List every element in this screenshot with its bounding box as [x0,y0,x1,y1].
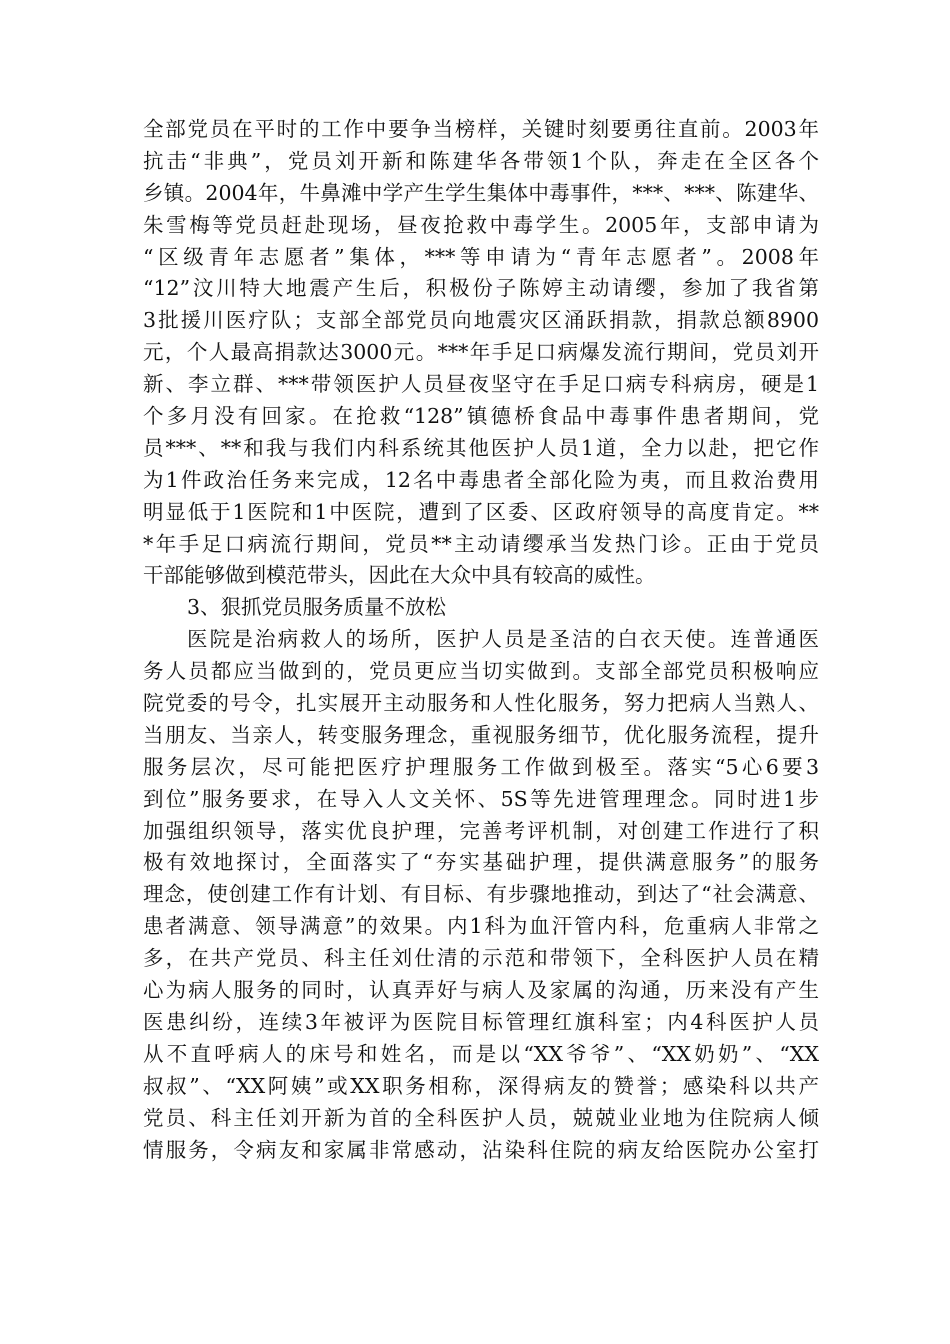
text-line: 3、狠抓党员服务质量不放松 [187,595,447,620]
text-line: 3批援川医疗队；支部全部党员向地震灾区涌跃捐款，捐款总额8900 [143,308,819,333]
text-line: 乡镇。2004年，牛鼻滩中学产生学生集体中毒事件，***、***、陈建华、 [143,180,819,205]
text-line: 元，个人最高捐款达3000元。***年手足口病爆发流行期间，党员刘开 [143,340,819,365]
text-line: 新、李立群、***带领医护人员昼夜坚守在手足口病专科病房，硬是1 [143,372,819,397]
text-line: 抗击“非典”，党员刘开新和陈建华各带领1个队，奔走在全区各个 [143,148,819,173]
text-line: 为1件政治任务来完成，12名中毒患者全部化险为夷，而且救治费用 [143,467,819,492]
text-line: 从不直呼病人的床号和姓名，而是以“XX爷爷”、“XX奶奶”、“XX [143,1041,819,1066]
text-line: 务人员都应当做到的，党员更应当切实做到。支部全部党员积极响应 [143,659,819,684]
text-line: 情服务，令病友和家属非常感动，沾染科住院的病友给医院办公室打 [143,1137,819,1162]
text-line: 当朋友、当亲人，转变服务理念，重视服务细节，优化服务流程，提升 [143,722,819,747]
text-line: 员***、**和我与我们内科系统其他医护人员1道，全力以赴，把它作 [143,435,819,460]
document-body [143,114,819,1166]
text-line: *年手足口病流行期间，党员**主动请缨承当发热门诊。正由于党员 [143,531,819,556]
text-line: 到位”服务要求，在导入人文关怀、5S等先进管理理念。同时进1步 [143,786,819,811]
text-line: 干部能够做到模范带头，因此在大众中具有较高的威性。 [143,563,656,588]
text-line: 党员、科主任刘开新为首的全科医护人员，兢兢业业地为住院病人倾 [143,1105,819,1130]
text-line: 多，在共产党员、科主任刘仕清的示范和带领下，全科医护人员在精 [143,946,819,971]
text-line: “12”汶川特大地震产生后，积极份子陈婷主动请缨，参加了我省第 [143,276,819,301]
text-line: 加强组织领导，落实优良护理，完善考评机制，对创建工作进行了积 [143,818,819,843]
text-line: “区级青年志愿者”集体，***等申请为“青年志愿者”。2008年 [143,244,819,269]
text-line: 个多月没有回家。在抢救“128”镇德桥食品中毒事件患者期间，党 [143,404,819,429]
text-line: 心为病人服务的同时，认真弄好与病人及家属的沟通，历来没有产生 [143,978,819,1003]
text-line: 院党委的号令，扎实展开主动服务和人性化服务，努力把病人当熟人、 [143,691,819,716]
text-line: 医患纠纷，连续3年被评为医院目标管理红旗科室；内4科医护人员 [143,1009,819,1034]
text-line: 医院是治病救人的场所，医护人员是圣洁的白衣天使。连普通医 [187,627,819,652]
text-line: 极有效地探讨，全面落实了“夯实基础护理，提供满意服务”的服务 [143,850,819,875]
text-line: 叔叔”、“XX阿姨”或XX职务相称，深得病友的赞誉；感染科以共产 [143,1073,819,1098]
text-line: 朱雪梅等党员赶赴现场，昼夜抢救中毒学生。2005年，支部申请为 [143,212,819,237]
text-line: 服务层次，尽可能把医疗护理服务工作做到极至。落实“5心6要3 [143,754,819,779]
text-line: 全部党员在平时的工作中要争当榜样，关键时刻要勇往直前。2003年 [143,117,819,141]
text-line: 理念，使创建工作有计划、有目标、有步骤地推动，到达了“社会满意、 [143,882,819,907]
text-line: 患者满意、领导满意”的效果。内1科为血汗管内科，危重病人非常之 [143,914,819,939]
text-line: 明显低于1医院和1中医院，遭到了区委、区政府领导的高度肯定。** [143,499,819,524]
